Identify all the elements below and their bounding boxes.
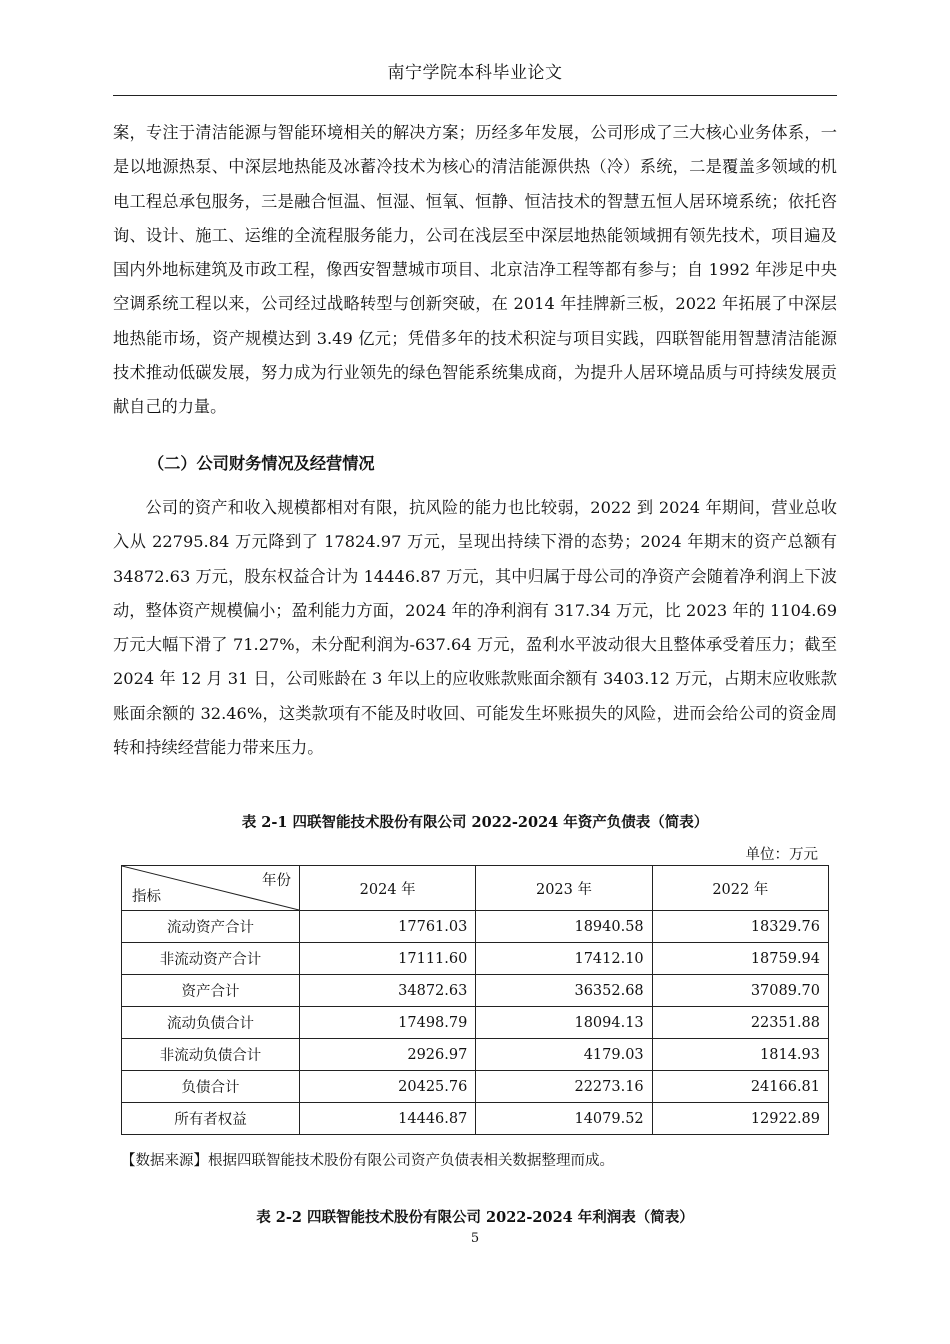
cell-value: 17498.79 bbox=[300, 1007, 476, 1039]
cell-value: 24166.81 bbox=[652, 1071, 828, 1103]
body-paragraph-1-container bbox=[113, 116, 837, 425]
cell-value: 17412.10 bbox=[476, 943, 652, 975]
table-1-source-note: 【数据来源】根据四联智能技术股份有限公司资产负债表相关数据整理而成。 bbox=[121, 1153, 614, 1169]
table-header-row bbox=[122, 866, 829, 911]
diagonal-corner-cell bbox=[122, 866, 300, 911]
cell-value: 12922.89 bbox=[652, 1103, 828, 1135]
table-2-caption: 表 2-2 四联智能技术股份有限公司 2022-2024 年利润表（简表） bbox=[256, 1209, 694, 1226]
cell-value: 36352.68 bbox=[476, 975, 652, 1007]
row-label: 流动负债合计 bbox=[122, 1007, 300, 1039]
balance-sheet-table bbox=[121, 865, 829, 1135]
cell-value: 1814.93 bbox=[652, 1039, 828, 1071]
cell-value: 18329.76 bbox=[652, 911, 828, 943]
section-heading: （二）公司财务情况及经营情况 bbox=[148, 454, 375, 473]
table-row bbox=[122, 911, 829, 943]
table-row bbox=[122, 1103, 829, 1135]
year-header: 2022 年 bbox=[652, 866, 828, 911]
cell-value: 14446.87 bbox=[300, 1103, 476, 1135]
cell-value: 2926.97 bbox=[300, 1039, 476, 1071]
table-1-unit: 单位：万元 bbox=[745, 847, 818, 863]
year-header: 2023 年 bbox=[476, 866, 652, 911]
table-1-caption: 表 2-1 四联智能技术股份有限公司 2022-2024 年资产负债表（简表） bbox=[241, 814, 709, 831]
row-label: 资产合计 bbox=[122, 975, 300, 1007]
cell-value: 4179.03 bbox=[476, 1039, 652, 1071]
cell-value: 20425.76 bbox=[300, 1071, 476, 1103]
table-row bbox=[122, 1007, 829, 1039]
cell-value: 17761.03 bbox=[300, 911, 476, 943]
table-row bbox=[122, 943, 829, 975]
cell-value: 22351.88 bbox=[652, 1007, 828, 1039]
row-label: 流动资产合计 bbox=[122, 911, 300, 943]
cell-value: 37089.70 bbox=[652, 975, 828, 1007]
table-row bbox=[122, 1071, 829, 1103]
cell-value: 14079.52 bbox=[476, 1103, 652, 1135]
cell-value: 34872.63 bbox=[300, 975, 476, 1007]
cell-value: 18759.94 bbox=[652, 943, 828, 975]
body-paragraph-2: 公司的资产和收入规模都相对有限，抗风险的能力也比较弱，2022 到 2024 年期间，营业总收入从 22795.84 万元降到了 17824.97 万元，呈现出持续下滑的态势；2024 年期末的资产总额有 34872.63 万元，股东权益合计为 14446.87 万元，其中归属于母公司的净资产会随着净利润上下波动，整体资产规模偏小；盈利能力方面，2024 年的净利润有 317.34 万元，比 2023 年的 1104.69 万元大幅下滑了 71.27%，未分配利润为-637.64 万元，盈利水平波动很大且整体承受着压力；截至 2024 年 12 月 31 日，公司账龄在 3 年以上的应收账款账面余额有 3403.12 万元，占期末应收账款账面余额的 32.46%，这类款项有不能及时收回、可能发生坏账损失的风险，进而会给公司的资金周转和持续经营能力带来压力。 bbox=[113, 498, 837, 758]
table-row bbox=[122, 1039, 829, 1071]
year-header: 2024 年 bbox=[300, 866, 476, 911]
corner-year-label: 年份 bbox=[262, 873, 291, 889]
row-label: 所有者权益 bbox=[122, 1103, 300, 1135]
row-label: 非流动负债合计 bbox=[122, 1039, 300, 1071]
row-label: 负债合计 bbox=[122, 1071, 300, 1103]
cell-value: 18940.58 bbox=[476, 911, 652, 943]
cell-value: 18094.13 bbox=[476, 1007, 652, 1039]
header-rule bbox=[113, 95, 837, 96]
cell-value: 22273.16 bbox=[476, 1071, 652, 1103]
cell-value: 17111.60 bbox=[300, 943, 476, 975]
running-header: 南宁学院本科毕业论文 bbox=[387, 63, 563, 83]
body-paragraph-1: 案，专注于清洁能源与智能环境相关的解决方案；历经多年发展，公司形成了三大核心业务体系，一是以地源热泵、中深层地热能及冰蓄冷技术为核心的清洁能源供热（冷）系统，二是覆盖多领域的机电工程总承包服务，三是融合恒温、恒湿、恒氧、恒静、恒洁技术的智慧五恒人居环境系统；依托咨询、设计、施工、运维的全流程服务能力，公司在浅层至中深层地热能领域拥有领先技术，项目遍及国内外地标建筑及市政工程，像西安智慧城市项目、北京洁净工程等都有参与；自 1992 年涉足中央空调系统工程以来，公司经过战略转型与创新突破，在 2014 年挂牌新三板，2022 年拓展了中深层地热能市场，资产规模达到 3.49 亿元；凭借多年的技术积淀与项目实践，四联智能用智慧清洁能源技术推动低碳发展，努力成为行业领先的绿色智能系统集成商，为提升人居环境品质与可持续发展贡献自己的力量。 bbox=[113, 123, 837, 417]
corner-indicator-label: 指标 bbox=[132, 889, 161, 905]
page-number: 5 bbox=[470, 1231, 480, 1246]
row-label: 非流动资产合计 bbox=[122, 943, 300, 975]
body-paragraph-2-container bbox=[113, 491, 837, 765]
table-row bbox=[122, 975, 829, 1007]
